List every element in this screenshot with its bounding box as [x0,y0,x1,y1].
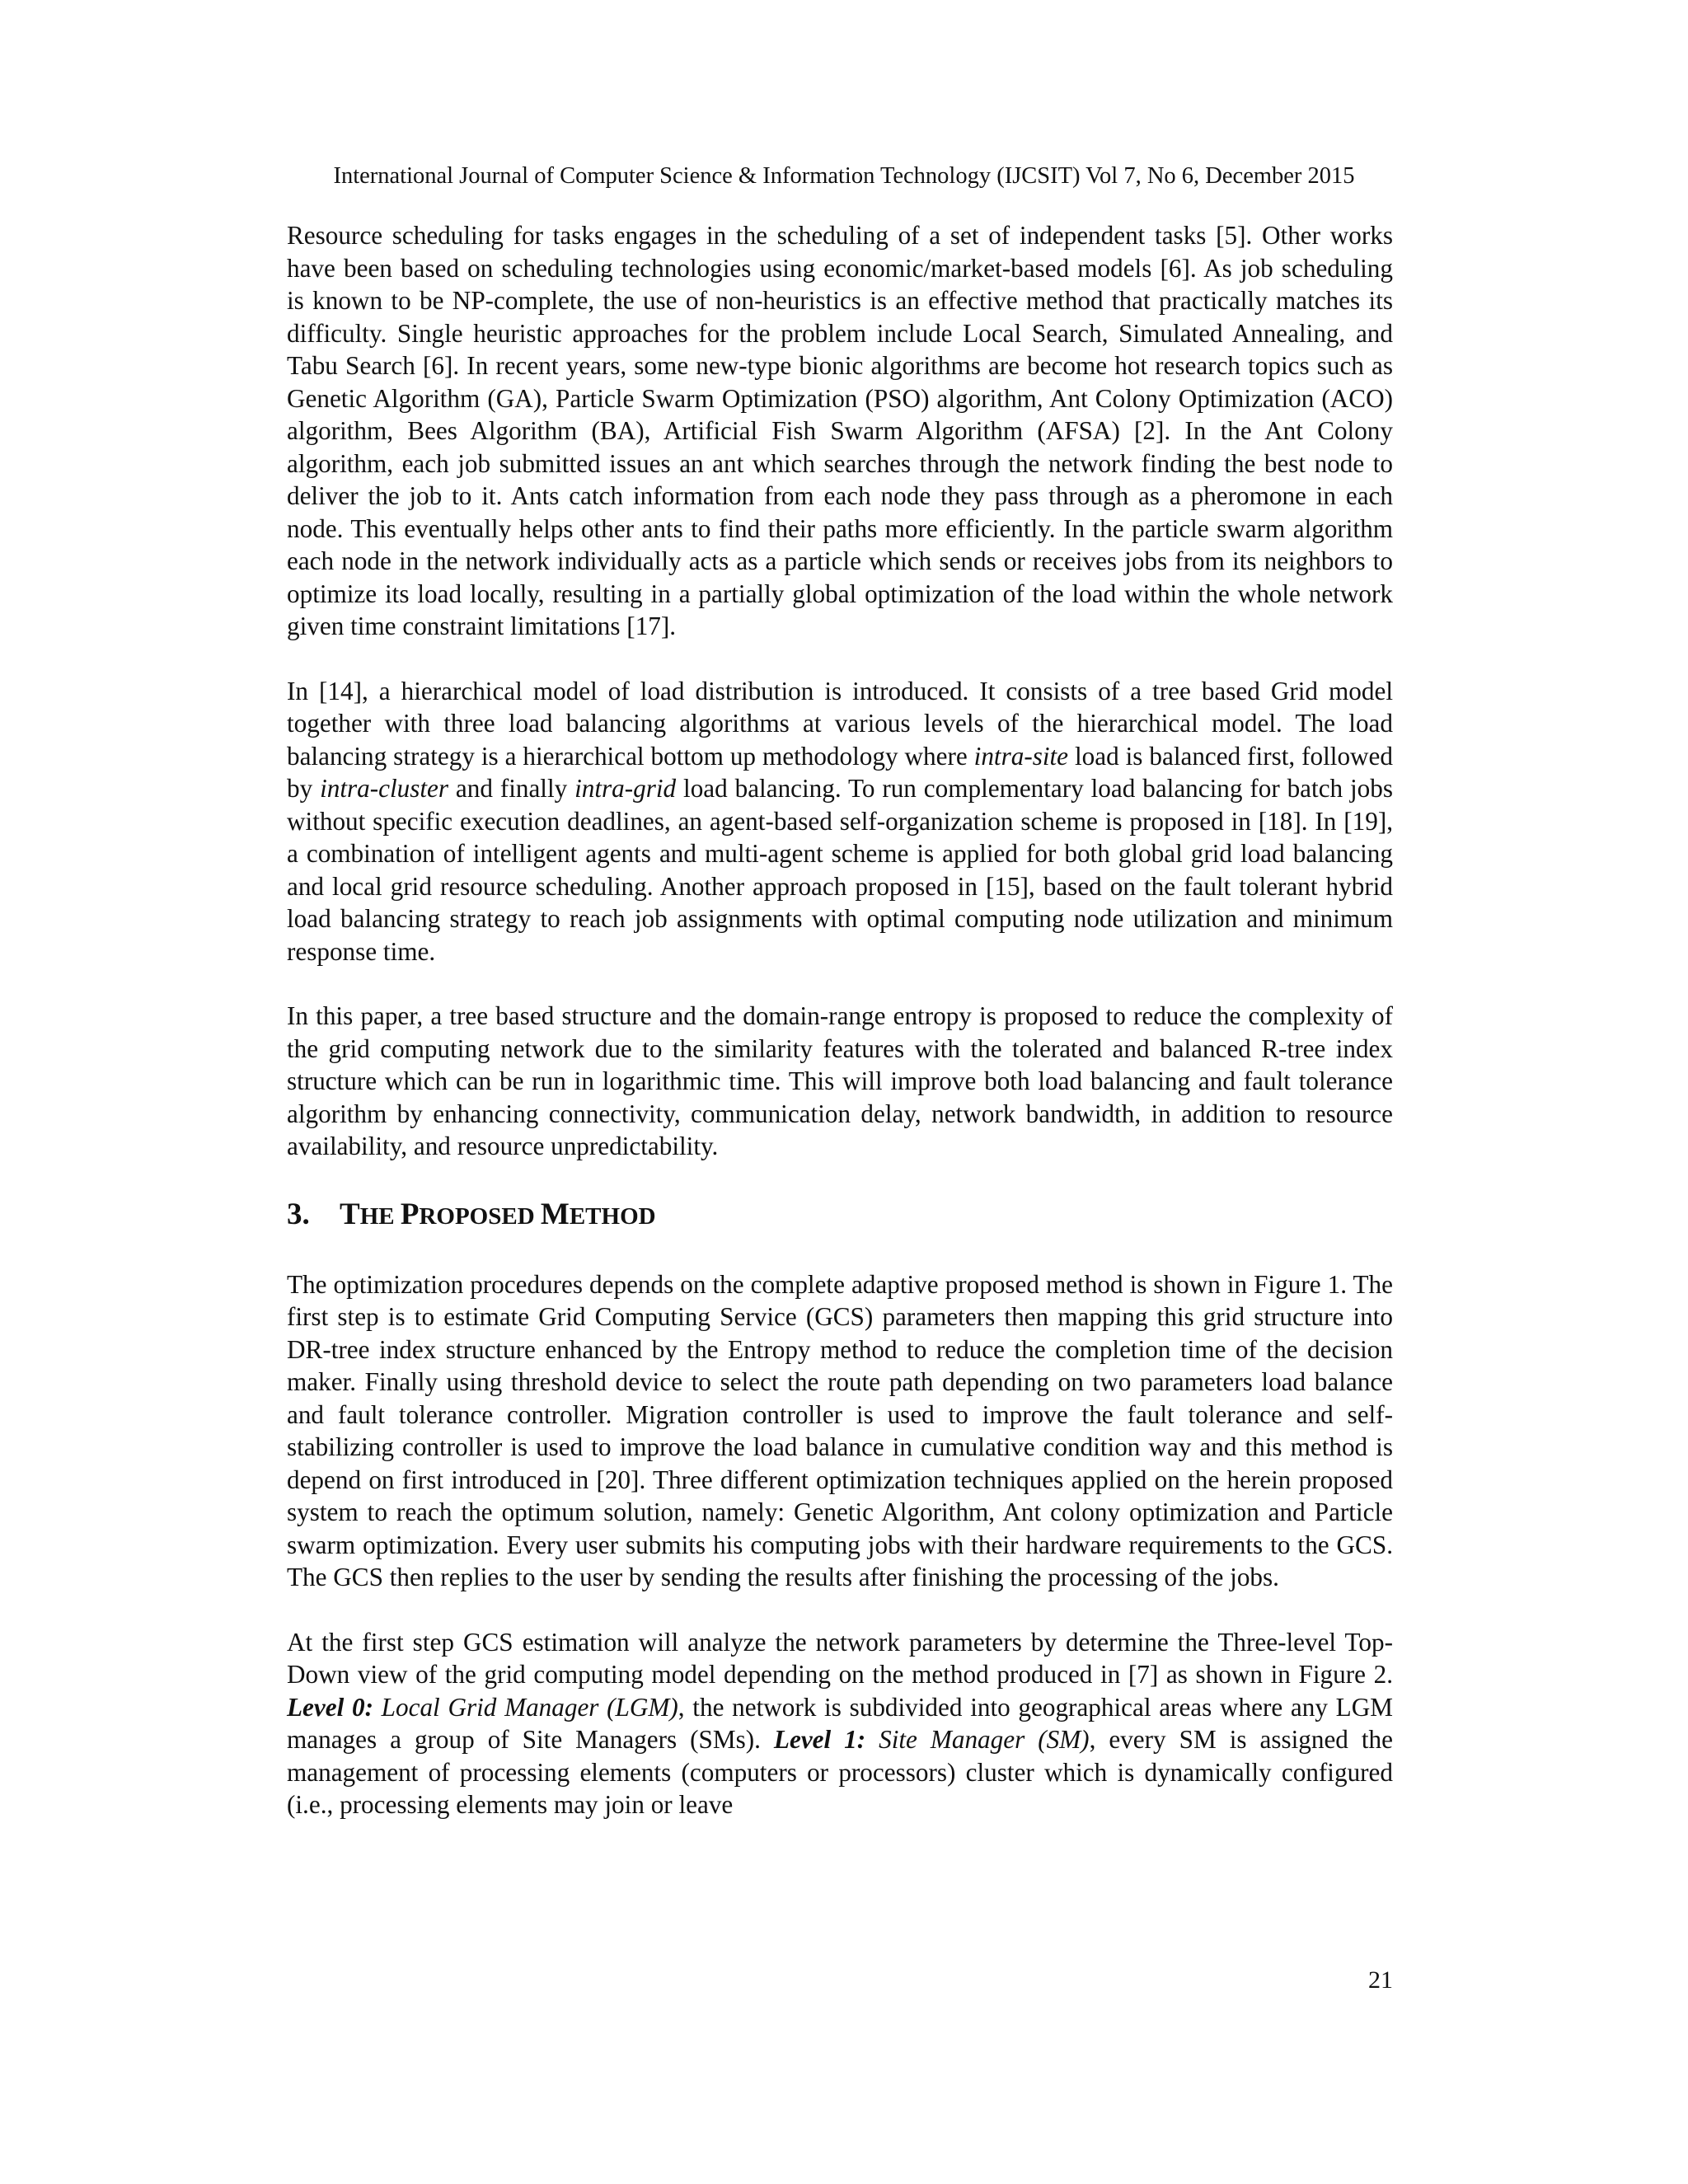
page-number: 21 [1368,1966,1393,1994]
level-0-label-text: Level 0: [287,1692,373,1722]
text-run: In [14], a hierarchical model of load distribution is introduced. It consists of a tree based Grid model together with three load balancing algorithms at various levels of the hierarchical model. The load balancing strategy is a hierarchical bottom up methodology where [287,676,1393,771]
level-0-label [287,1693,373,1722]
section-title-part: T [340,1197,360,1231]
running-header: International Journal of Computer Science & Information Technology (IJCSIT) Vol 7, No 6, December 2015 [333,163,1355,189]
emphasis-intra-site: intra-site [973,741,1069,771]
text-run: load balancing. To run complementary load balancing for batch jobs without specific execution deadlines, an agent-based self-organization scheme is proposed in [18]. In [19], a combination of intelligent agents and multi-agent scheme is applied for both global grid load balancing and local grid resource scheduling. Another approach proposed in [15], based on the fault tolerant hybrid load balancing strategy to reach job assignments with optimal computing node utilization and minimum response time. [287,774,1394,966]
section-title-part: P [400,1197,420,1231]
text-run: and finally [448,774,575,803]
level-1-label-text: Level 1: [773,1725,866,1754]
emphasis-local-grid-manager: Local Grid Manager (LGM) [373,1692,678,1722]
section-title-part: ETHOD [569,1202,656,1230]
body-text [287,219,1393,1854]
section-number: 3. [287,1197,310,1231]
section-heading [287,1195,1393,1236]
paragraph-this-paper: In this paper, a tree based structure and the domain-range entropy is proposed to reduce the complexity of the grid computing network due to the similarity features with the tolerated and balanced R-tree index structure which can be run in logarithmic time. This will improve both load balancing and fault tolerance algorithm by enhancing connectivity, communication delay, network bandwidth, in addition to resource availability, and resource unpredictability. [287,1001,1393,1160]
emphasis-site-manager: Site Manager (SM) [865,1725,1090,1754]
paragraph-optimization-procedures: The optimization procedures depends on the complete adaptive proposed method is shown in Figure 1. The first step is to estimate Grid Computing Service (GCS) parameters then mapping this grid structure into DR-tree index structure enhanced by the Entropy method to reduce the completion time of the decision maker. Finally using threshold device to select the route path depending on two parameters load balance and fault tolerance controller. Migration controller is used to improve the fault tolerance and self-stabilizing controller is used to improve the load balance in cumulative condition way and this method is depend on first introduced in [20]. Three different optimization techniques applied on the herein proposed system to reach the optimum solution, namely: Genetic Algorithm, Ant colony optimization and Particle swarm optimization. Every user submits his computing jobs with their hardware requirements to the GCS. The GCS then replies to the user by sending the results after finishing the processing of the jobs. [287,1269,1393,1591]
level-1-label [774,1725,865,1754]
section-title-part: HE [359,1202,401,1230]
paragraph-hierarchical-model [287,675,1393,968]
section-title-part: M [540,1197,570,1231]
emphasis-intra-grid: intra-grid [574,774,677,803]
text-run: load is balanced first, followed by [287,741,1393,803]
paragraph-resource-scheduling: Resource scheduling for tasks engages in the scheduling of a set of independent tasks [5]. Other works have been based on scheduling technologies using economic/market-based models [6]. As job scheduling is known to be NP-complete, the use of non-heuristics is an effective method that practically matches its difficulty. Single heuristic approaches for the problem include Local Search, Simulated Annealing, and Tabu Search [6]. In recent years, some new-type bionic algorithms are become hot research topics such as Genetic Algorithm (GA), Particle Swarm Optimization (PSO) algorithm, Ant Colony Optimization (ACO) algorithm, Bees Algorithm (BA), Artificial Fish Swarm Algorithm (AFSA) [2]. In the Ant Colony algorithm, each job submitted issues an ant which searches through the network finding the best node to deliver the job to it. Ants catch information from each node they pass through as a pheromone in each node. This eventually helps other ants to find their paths more efficiently. In the particle swarm algorithm each node in the network individually acts as a particle which sends or receives jobs from its neighbors to optimize its load locally, resulting in a partially global optimization of the load within the whole network given time constraint limitations [17]. [287,221,1393,640]
paragraph-gcs-estimation [287,1626,1393,1821]
section-title-part: ROPOSED [419,1202,541,1230]
text-run: At the first step GCS estimation will analyze the network parameters by determine the Three-level Top-Down view of the grid computing model depending on the method produced in [7] as shown in Figure 2. [287,1627,1393,1689]
text-run: , every SM is assigned the management of processing elements (computers or processors) cluster which is dynamically configured (i.e., processing elements may join or leave [287,1725,1393,1819]
emphasis-intra-cluster: intra-cluster [320,774,449,803]
text-run: , the network is subdivided into geographical areas where any LGM manages a group of Site Managers (SMs). [287,1692,1393,1754]
